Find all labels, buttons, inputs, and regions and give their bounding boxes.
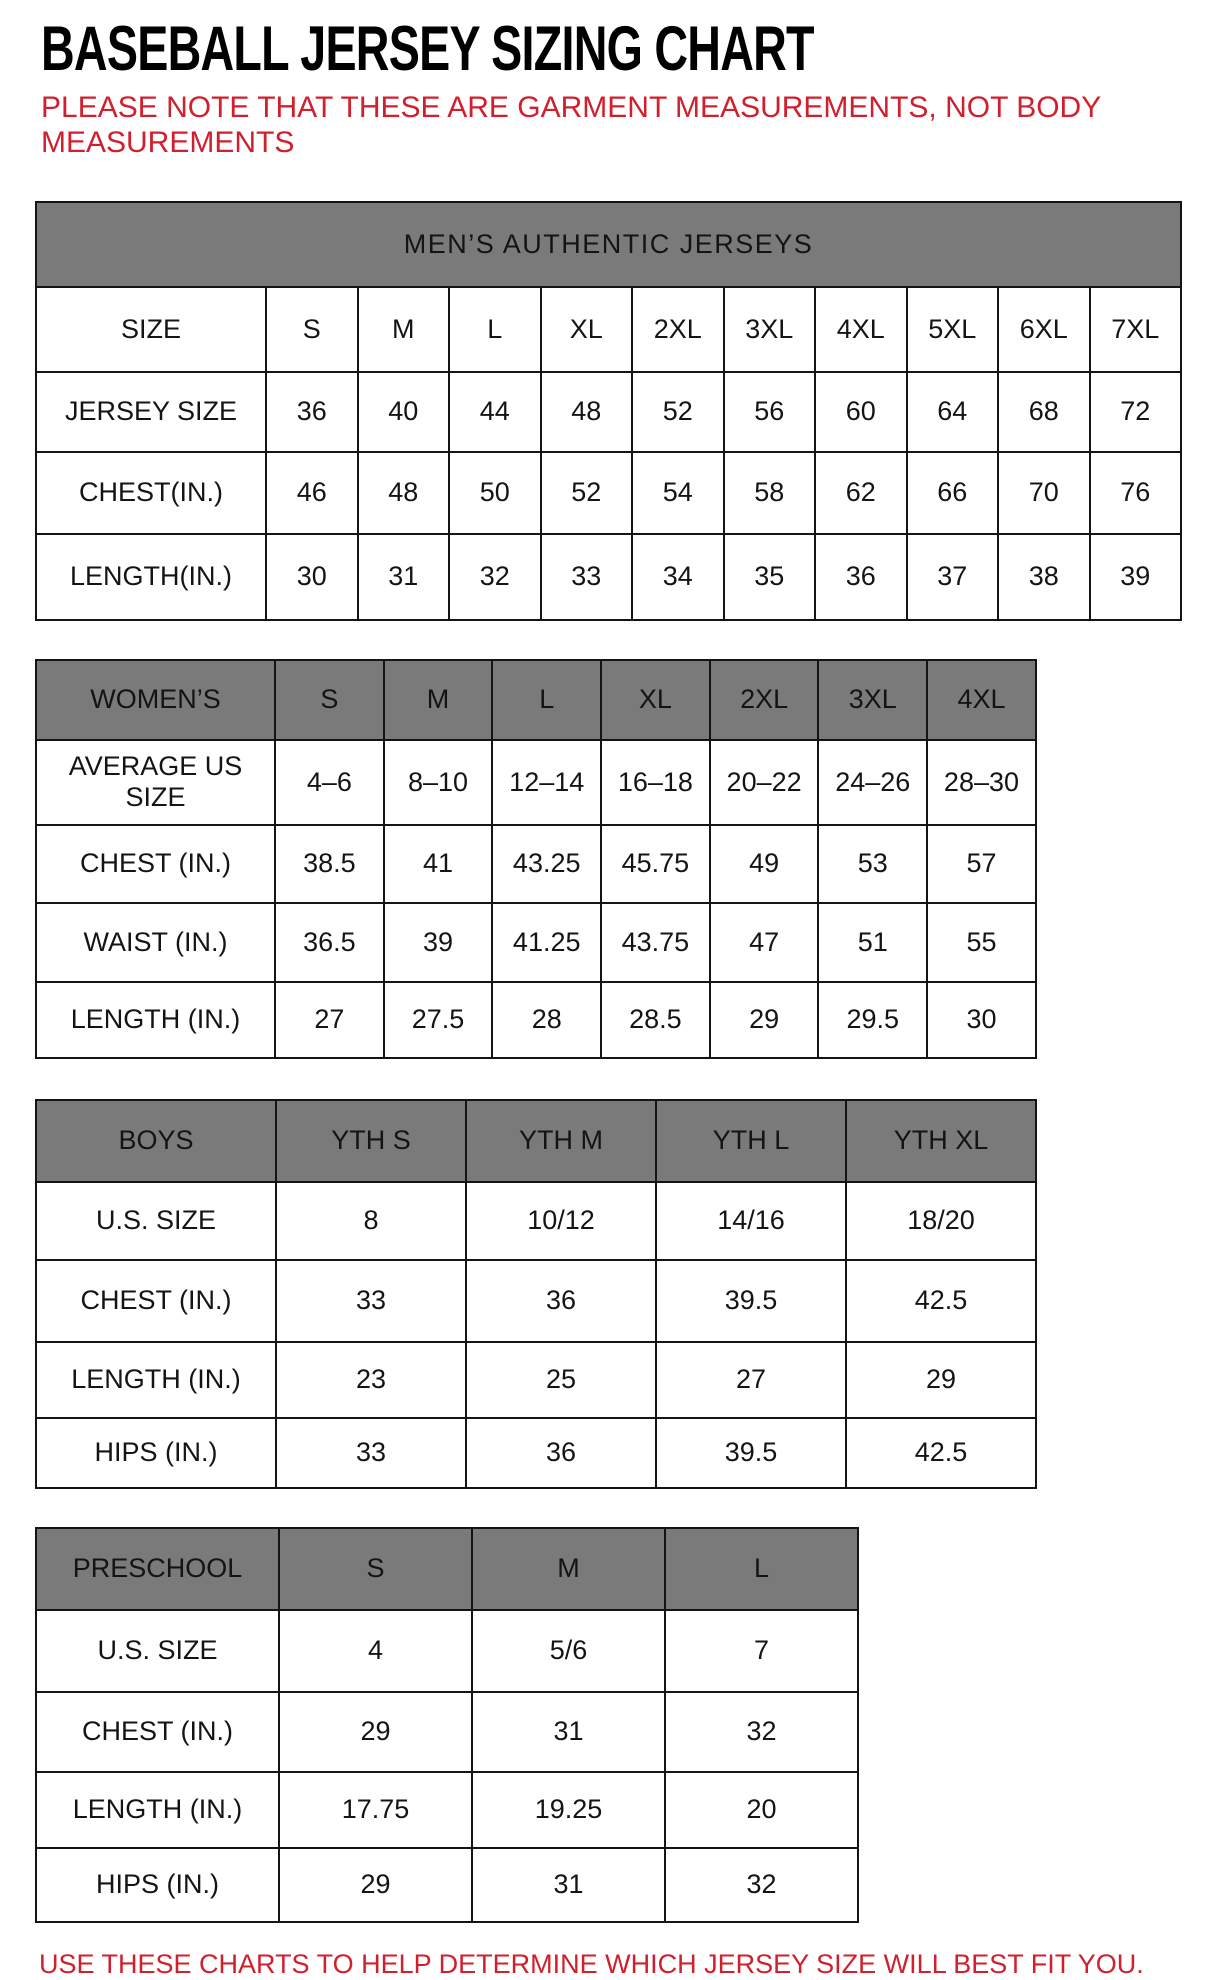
mens-sizing-table — [35, 201, 1182, 621]
table-row — [36, 287, 1181, 372]
cell-value: 58 — [724, 452, 816, 534]
row-label: LENGTH(IN.) — [36, 534, 266, 620]
cell-value: 25 — [466, 1342, 656, 1418]
table-row — [36, 452, 1181, 534]
row-label: LENGTH (IN.) — [36, 1772, 279, 1848]
cell-value: 8 — [276, 1182, 466, 1260]
garment-measurements-note: PLEASE NOTE THAT THESE ARE GARMENT MEASUREMENTS, NOT BODY MEASUREMENTS — [41, 91, 1101, 159]
boys-sizing-table — [35, 1099, 1037, 1489]
mens-banner-row — [36, 202, 1181, 287]
womens-sizing-table — [35, 659, 1037, 1059]
cell-value: 10/12 — [466, 1182, 656, 1260]
cell-value: 36 — [266, 372, 358, 452]
cell-value: 23 — [276, 1342, 466, 1418]
cell-value: 27.5 — [384, 982, 493, 1058]
table-row — [36, 1182, 1036, 1260]
cell-value: 28–30 — [927, 740, 1036, 825]
table-row — [36, 1342, 1036, 1418]
cell-value: 60 — [815, 372, 907, 452]
cell-value: 5XL — [907, 287, 999, 372]
cell-value: 35 — [724, 534, 816, 620]
cell-value: 19.25 — [472, 1772, 665, 1848]
size-header-cell: YTH S — [276, 1100, 466, 1182]
cell-value: 39.5 — [656, 1418, 846, 1488]
cell-value: XL — [541, 287, 633, 372]
cell-value: 28.5 — [601, 982, 710, 1058]
size-header-cell: S — [279, 1528, 472, 1610]
row-label: AVERAGE US SIZE — [36, 740, 275, 825]
row-label: LENGTH (IN.) — [36, 1342, 276, 1418]
cell-value: 51 — [818, 903, 927, 982]
cell-value: 39.5 — [656, 1260, 846, 1342]
size-header-cell: XL — [601, 660, 710, 740]
footer-text: USE THESE CHARTS TO HELP DETERMINE WHICH JERSEY SIZE WILL BEST FIT YOU. — [39, 1948, 1144, 1979]
size-header-cell: M — [472, 1528, 665, 1610]
boys-table-title: BOYS — [36, 1100, 276, 1182]
cell-value: 43.25 — [492, 825, 601, 903]
table-row — [36, 534, 1181, 620]
cell-value: 20–22 — [710, 740, 819, 825]
cell-value: 48 — [541, 372, 633, 452]
cell-value: 14/16 — [656, 1182, 846, 1260]
cell-value: 33 — [541, 534, 633, 620]
row-label: U.S. SIZE — [36, 1182, 276, 1260]
table-row — [36, 372, 1181, 452]
cell-value: S — [266, 287, 358, 372]
cell-value: 50 — [449, 452, 541, 534]
cell-value: 53 — [818, 825, 927, 903]
cell-value: 29 — [279, 1848, 472, 1922]
cell-value: 32 — [449, 534, 541, 620]
size-header-cell: 3XL — [818, 660, 927, 740]
cell-value: 12–14 — [492, 740, 601, 825]
cell-value: 62 — [815, 452, 907, 534]
cell-value: 31 — [358, 534, 450, 620]
cell-value: 57 — [927, 825, 1036, 903]
cell-value: 38.5 — [275, 825, 384, 903]
cell-value: 39 — [384, 903, 493, 982]
table-row — [36, 1772, 858, 1848]
cell-value: 27 — [656, 1342, 846, 1418]
table-row — [36, 740, 1036, 825]
cell-value: 29 — [279, 1692, 472, 1772]
cell-value: 41.25 — [492, 903, 601, 982]
cell-value: 32 — [665, 1692, 858, 1772]
cell-value: 36 — [466, 1260, 656, 1342]
cell-value: 34 — [632, 534, 724, 620]
cell-value: 6XL — [998, 287, 1090, 372]
row-label: WAIST (IN.) — [36, 903, 275, 982]
cell-value: 46 — [266, 452, 358, 534]
row-label: SIZE — [36, 287, 266, 372]
cell-value: 41 — [384, 825, 493, 903]
cell-value: 29.5 — [818, 982, 927, 1058]
cell-value: 33 — [276, 1418, 466, 1488]
table-row — [36, 1692, 858, 1772]
size-header-cell: L — [665, 1528, 858, 1610]
cell-value: 43.75 — [601, 903, 710, 982]
row-label: CHEST (IN.) — [36, 1692, 279, 1772]
cell-value: 49 — [710, 825, 819, 903]
cell-value: 2XL — [632, 287, 724, 372]
row-label: CHEST (IN.) — [36, 825, 275, 903]
cell-value: 64 — [907, 372, 999, 452]
cell-value: 52 — [632, 372, 724, 452]
womens-table-title: WOMEN’S — [36, 660, 275, 740]
cell-value: 8–10 — [384, 740, 493, 825]
cell-value: 4XL — [815, 287, 907, 372]
cell-value: 32 — [665, 1848, 858, 1922]
size-header-cell: YTH M — [466, 1100, 656, 1182]
cell-value: 55 — [927, 903, 1036, 982]
table-row — [36, 982, 1036, 1058]
table-row — [36, 1848, 858, 1922]
cell-value: 38 — [998, 534, 1090, 620]
cell-value: 3XL — [724, 287, 816, 372]
cell-value: 45.75 — [601, 825, 710, 903]
table-row — [36, 825, 1036, 903]
row-label: CHEST (IN.) — [36, 1260, 276, 1342]
preschool-sizing-table — [35, 1527, 859, 1923]
cell-value: 42.5 — [846, 1418, 1036, 1488]
cell-value: 72 — [1090, 372, 1182, 452]
cell-value: 29 — [710, 982, 819, 1058]
cell-value: 68 — [998, 372, 1090, 452]
cell-value: 66 — [907, 452, 999, 534]
cell-value: 40 — [358, 372, 450, 452]
boys-header-row — [36, 1100, 1036, 1182]
row-label: CHEST(IN.) — [36, 452, 266, 534]
cell-value: 18/20 — [846, 1182, 1036, 1260]
page-title: BASEBALL JERSEY SIZING CHART — [41, 14, 814, 84]
cell-value: 42.5 — [846, 1260, 1036, 1342]
cell-value: 31 — [472, 1848, 665, 1922]
table-row — [36, 1610, 858, 1692]
size-header-cell: YTH L — [656, 1100, 846, 1182]
cell-value: 4–6 — [275, 740, 384, 825]
cell-value: 28 — [492, 982, 601, 1058]
cell-value: 29 — [846, 1342, 1036, 1418]
cell-value: 20 — [665, 1772, 858, 1848]
preschool-header-row — [36, 1528, 858, 1610]
cell-value: 27 — [275, 982, 384, 1058]
womens-header-row — [36, 660, 1036, 740]
preschool-table-title: PRESCHOOL — [36, 1528, 279, 1610]
cell-value: 31 — [472, 1692, 665, 1772]
size-header-cell: 2XL — [710, 660, 819, 740]
cell-value: 36.5 — [275, 903, 384, 982]
cell-value: 37 — [907, 534, 999, 620]
cell-value: 70 — [998, 452, 1090, 534]
cell-value: 30 — [927, 982, 1036, 1058]
cell-value: 52 — [541, 452, 633, 534]
cell-value: 16–18 — [601, 740, 710, 825]
cell-value: M — [358, 287, 450, 372]
size-header-cell: YTH XL — [846, 1100, 1036, 1182]
cell-value: 36 — [466, 1418, 656, 1488]
table-row — [36, 1260, 1036, 1342]
cell-value: 17.75 — [279, 1772, 472, 1848]
cell-value: L — [449, 287, 541, 372]
row-label: HIPS (IN.) — [36, 1848, 279, 1922]
row-label: JERSEY SIZE — [36, 372, 266, 452]
cell-value: 30 — [266, 534, 358, 620]
cell-value: 7 — [665, 1610, 858, 1692]
size-header-cell: L — [492, 660, 601, 740]
row-label: LENGTH (IN.) — [36, 982, 275, 1058]
cell-value: 7XL — [1090, 287, 1182, 372]
row-label: U.S. SIZE — [36, 1610, 279, 1692]
size-header-cell: S — [275, 660, 384, 740]
cell-value: 44 — [449, 372, 541, 452]
table-row — [36, 903, 1036, 982]
cell-value: 47 — [710, 903, 819, 982]
cell-value: 39 — [1090, 534, 1182, 620]
cell-value: 54 — [632, 452, 724, 534]
mens-table-title: MEN’S AUTHENTIC JERSEYS — [36, 202, 1181, 287]
row-label: HIPS (IN.) — [36, 1418, 276, 1488]
cell-value: 4 — [279, 1610, 472, 1692]
cell-value: 48 — [358, 452, 450, 534]
size-header-cell: M — [384, 660, 493, 740]
cell-value: 56 — [724, 372, 816, 452]
cell-value: 76 — [1090, 452, 1182, 534]
size-header-cell: 4XL — [927, 660, 1036, 740]
table-row — [36, 1418, 1036, 1488]
cell-value: 24–26 — [818, 740, 927, 825]
cell-value: 33 — [276, 1260, 466, 1342]
cell-value: 5/6 — [472, 1610, 665, 1692]
cell-value: 36 — [815, 534, 907, 620]
